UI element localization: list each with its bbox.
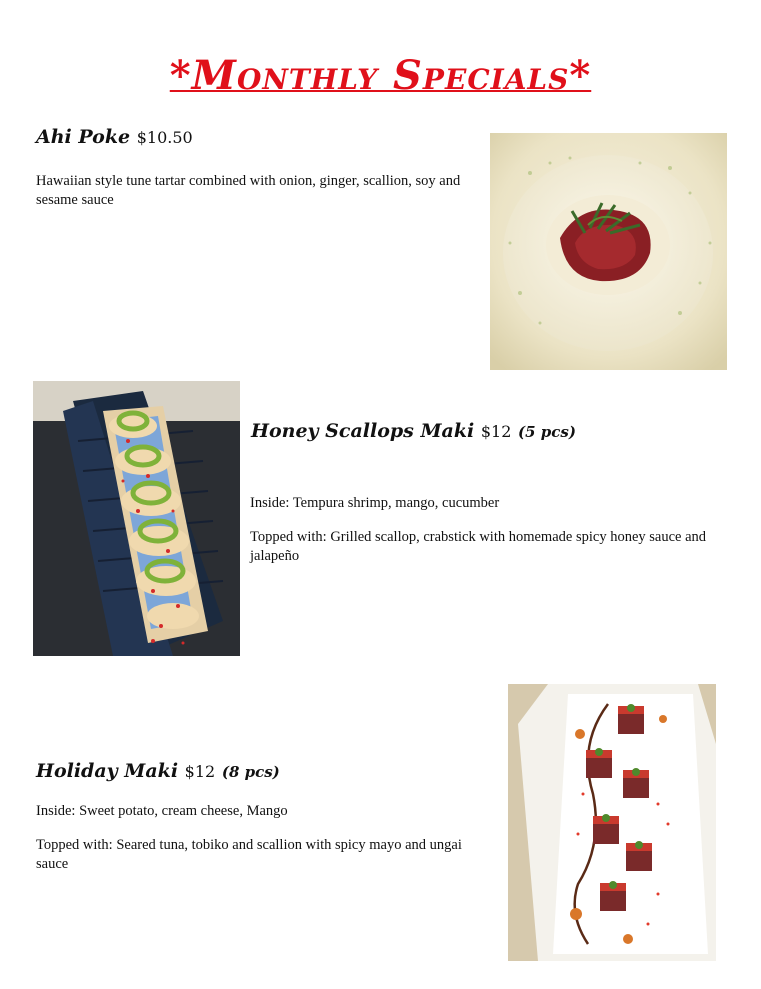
item-name: Holiday Maki xyxy=(36,760,179,782)
page-title: *Monthly Specials* xyxy=(169,52,592,99)
scallop-maki-photo xyxy=(33,381,240,656)
item-inside: Inside: Tempura shrimp, mango, cucumber xyxy=(250,495,500,511)
item-name: Honey Scallops Maki xyxy=(251,420,475,442)
holiday-maki-photo xyxy=(508,684,716,961)
item-pieces: (8 pcs) xyxy=(221,763,280,781)
item-topped: Topped with: Seared tuna, tobiko and scallion with spicy mayo and ungai sauce xyxy=(36,837,462,872)
item-inside: Inside: Sweet potato, cream cheese, Mango xyxy=(36,803,288,819)
item-description: Hawaiian style tune tartar combined with onion, ginger, scallion, soy and sesame sauce xyxy=(36,173,461,208)
item-title-holiday-maki xyxy=(36,760,280,782)
item-name: Ahi Poke xyxy=(36,126,131,148)
item-topped: Topped with: Grilled scallop, crabstick with homemade spicy honey sauce and jalapeño xyxy=(250,529,707,564)
poke-bowl-photo xyxy=(490,133,727,370)
item-price: $12 xyxy=(480,422,512,441)
item-title-ahi-poke xyxy=(36,126,193,148)
item-price: $10.50 xyxy=(136,128,193,147)
item-price: $12 xyxy=(184,762,216,781)
item-pieces: (5 pcs) xyxy=(518,423,576,441)
item-title-honey-scallops-maki xyxy=(251,420,576,442)
